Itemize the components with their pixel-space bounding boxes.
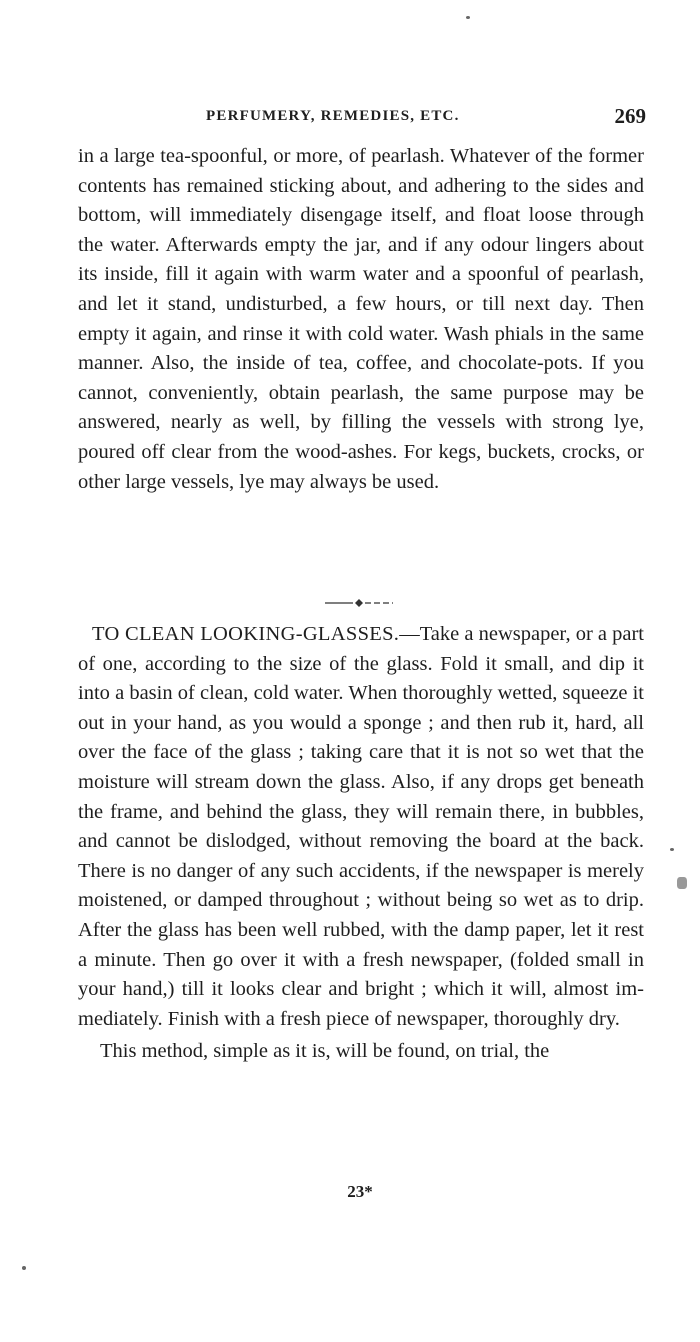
ink-speck	[670, 848, 674, 851]
looking-glass-section	[78, 620, 644, 1067]
ink-blot	[677, 877, 687, 889]
continued-paragraph	[78, 142, 644, 497]
signature-mark: 23*	[347, 1182, 373, 1201]
running-title: PERFUMERY, REMEDIES, ETC.	[206, 108, 460, 124]
section-heading: TO CLEAN LOOKING-GLASSES.	[92, 623, 400, 645]
section-paragraph	[78, 620, 644, 1034]
paragraph-text: in a large tea-spoonful, or more, of pearlash. Whatever of the former contents has remained sticking about, and adhering to the sides and bottom, will immediately disengage itself, and float loose through the water. Afterwards empty the jar, and if any odour lingers about its inside, fill it again with warm water and a spoonful of pearlash, and let it stand, undisturbed, a few hours, or till next day. Then empty it again, and rinse it with cold water. Wash phials in the same manner. Also, the inside of tea, coffee, and chocolate-pots. If you cannot, conveniently, obtain pearlash, the same purpose may be answered, nearly as well, by filling the vessels with strong lye, poured off clear from the wood-ashes. For kegs, buckets, crocks, or other large vessels, lye may always be used.	[78, 145, 644, 493]
section-text: —Take a newspaper, or a part of one, according to the size of the glass. Fold it small, and dip it into a basin of clean, cold water. When thoroughly wetted, squeeze it out in your hand, as you would a sponge ; and then rub it, hard, all over the face of the glass ; taking care that it is not so wet that the moisture will stream down the glass. Also, if any drops get beneath the frame, and behind the glass, they will remain there, in bubbles, and cannot be dislodged, without removing the board at the back. There is no danger of any such accidents, if the newspaper is merely moistened, or damped throughout ; without being so wet as to drip. After the glass has been well rubbed, with the damp paper, let it rest a minute. Then go over it with a fresh newspaper, (folded small in your hand,) till it looks clear and bright ; which it will, almost immediately. Finish with a fresh piece of newspaper, thoroughly dry.	[78, 623, 644, 1030]
section-divider-ornament	[325, 596, 393, 610]
page-number: 269	[614, 104, 646, 128]
ink-speck	[466, 16, 470, 19]
running-head	[78, 104, 648, 134]
section-paragraph-continued: This method, simple as it is, will be found, on trial, the	[100, 1040, 550, 1063]
ink-speck	[22, 1266, 26, 1270]
